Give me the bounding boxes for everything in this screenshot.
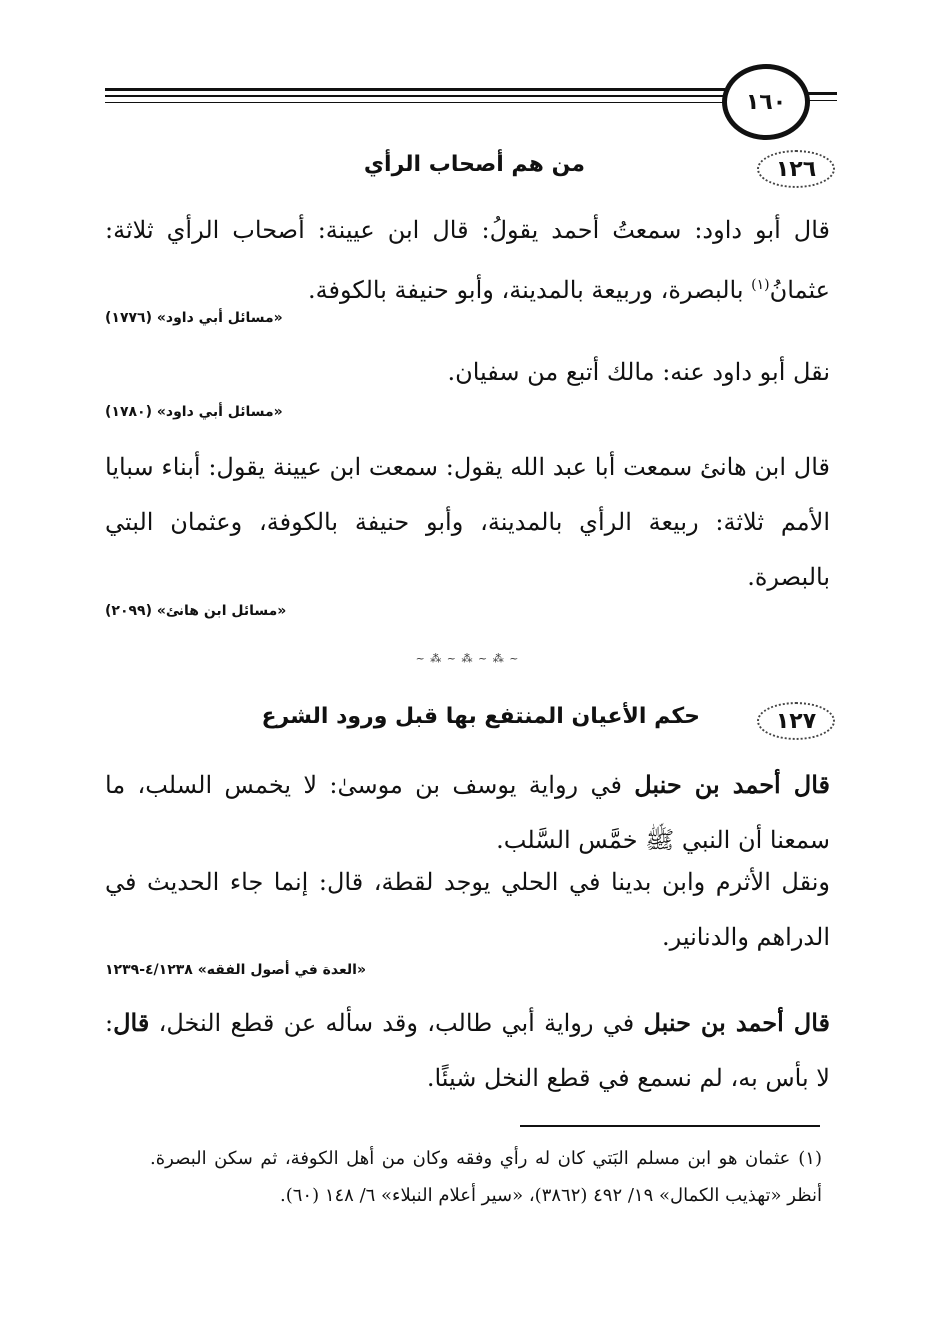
paragraph [105, 995, 830, 1106]
citation: «العدة في أصول الفقه» ٤/١٢٣٨-١٢٣٩ [105, 962, 367, 978]
footnote-marker[interactable]: (١) [751, 277, 770, 293]
paragraph-text: في رواية أبي طالب، وقد سأله عن قطع النخل، [149, 1009, 644, 1037]
paragraph-text: قال أبو داود: سمعتُ أحمد يقولُ: قال ابن عيينة: أصحاب الرأي ثلاثة: عثمانُ [105, 216, 830, 304]
section-title: حكم الأعيان المنتفع بها قبل ورود الشرع [261, 704, 700, 729]
citation: «مسائل ابن هانئ» (٢٠٩٩) [105, 603, 287, 619]
section-number: ١٢٧ [757, 702, 835, 740]
paragraph-bold: قال [113, 1008, 150, 1037]
paragraph-text: نقل أبو داود عنه: مالك أتبع من سفيان. [447, 358, 830, 386]
narrator-name: قال أحمد بن حنبل [634, 770, 830, 799]
page-number: ١٦٠ [722, 64, 810, 140]
header-rule [805, 92, 837, 95]
section-title: من هم أصحاب الرأي [363, 152, 585, 177]
header-rule [105, 95, 725, 97]
paragraph-text: قال ابن هانئ سمعت أبا عبد الله يقول: سمعت ابن عيينة يقول: أبناء سبايا الأمم ثلاثة: ربيعة الرأي بالمدينة، وأبو حنيفة بالكوفة، وعثمان البتي بالبصرة. [105, 453, 831, 591]
paragraph-text: بالبصرة، وربيعة بالمدينة، وأبو حنيفة بالكوفة. [308, 276, 752, 304]
paragraph [105, 440, 830, 605]
narrator-name: قال أحمد بن حنبل [643, 1008, 830, 1037]
footnote-separator [520, 1125, 820, 1127]
header-rule [105, 88, 725, 91]
section-divider-ornament: ~ ⁂ ~ ⁂ ~ ⁂ ~ [415, 652, 520, 665]
footnote-number: (١) [798, 1148, 822, 1169]
paragraph-text: ونقل الأثرم وابن بدينا في الحلي يوجد لقطة، قال: إنما جاء الحديث في الدراهم والدنانير. [105, 868, 830, 951]
section-number: ١٢٦ [757, 150, 835, 188]
paragraph-text: في رواية يوسف بن موسىٰ: لا يخمس السلب، ما سمعنا أن النبي ﷺ خمَّس السَّلب. [105, 771, 830, 854]
header-rule [105, 102, 725, 103]
paragraph [105, 855, 830, 965]
paragraph-text: : لا بأس به، لم نسمع في قطع النخل شيئًا. [105, 1009, 830, 1092]
footnote [150, 1140, 822, 1214]
paragraph [105, 757, 830, 868]
citation: «مسائل أبي داود» (١٧٨٠) [105, 404, 283, 420]
paragraph [105, 345, 830, 400]
paragraph [105, 203, 830, 318]
citation: «مسائل أبي داود» (١٧٧٦) [105, 310, 283, 326]
footnote-text: عثمان هو ابن مسلم البَتي كان له رأي وفقه وكان من أهل الكوفة، ثم سكن البصرة. أنظر «تهذيب الكمال» ١٩/ ٤٩٢ (٣٨٦٢)، «سير أعلام النبلاء» ٦/ ١٤٨ (٦٠). [150, 1148, 822, 1206]
